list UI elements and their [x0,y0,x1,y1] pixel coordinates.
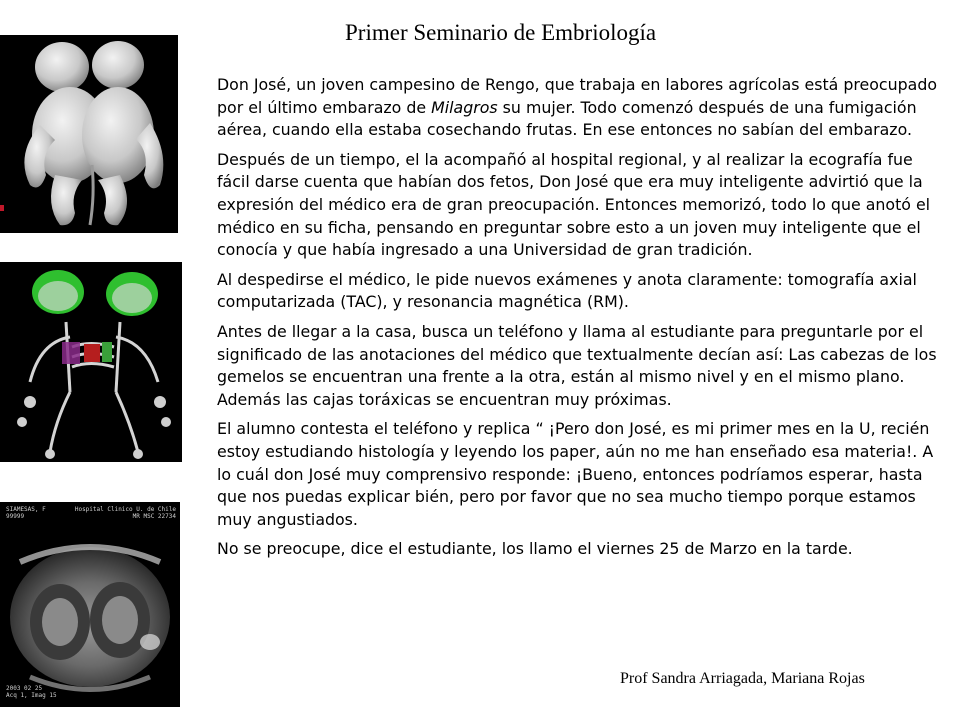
twins-3d-surface-image [0,35,178,233]
paragraph-1: Don José, un joven campesino de Rengo, que trabaja en labores agrícolas está preocupado por el último embarazo de Milagros su mujer. Todo comenzó después de una fumigación aérea, cuando ella estaba cosechando frutas. En ese entonces no sabían del embarazo. [217,75,938,140]
paragraph-3: Al despedirse el médico, le pide nuevos exámenes y anota claramente: tomografía axial computarizada (TAC), y resonancia magnética (RM). [217,269,917,312]
authors-footer: Prof Sandra Arriagada, Mariana Rojas [620,670,865,687]
case-text [217,74,945,568]
mri-patient-label: SIAMESAS, F 99999 [6,506,46,520]
twins-mri-image [0,502,180,707]
italic-name: Milagros [431,97,498,117]
twins-3d-skeleton-image [0,262,182,462]
page-title: Primer Seminario de Embriología [345,20,657,45]
paragraph-5: El alumno contesta el teléfono y replica “ ¡Pero don José, es mi primer mes en la U, recién estoy estudiando histología y leyendo los paper, aún no me han enseñado esa materia!. A lo cuál don José muy comprensivo responde: ¡Bueno, entonces podríamos esperar, hasta que nos puedas explicar bién, pero por favor que no sea mucho tiempo porque estamos muy angustiados. [217,419,934,529]
paragraph-6: No se preocupe, dice el estudiante, los llamo el viernes 25 de Marzo en la tarde. [217,539,853,559]
paragraph-4: Antes de llegar a la casa, busca un teléfono y llama al estudiante para preguntarle por el significado de las anotaciones del médico que textualmente decían así: Las cabezas de los gemelos se encuentran una frente a la otra, están al mismo nivel y en el mismo plano. Además las cajas toráxicas se encuentran muy próximas. [217,321,937,409]
mri-date-label: 2003 02 25 Acq 1, Imag 15 [6,685,57,699]
paragraph-2: Después de un tiempo, el la acompañó al hospital regional, y al realizar la ecografía fue fácil darse cuenta que habían dos fetos, Don José que era muy inteligente advirtió que la expresión del médico era de gran preocupación. Entonces memorizó, todo lo que anotó el médico en su ficha, pensando en preguntar sobre esto a un joven muy inteligente que el conocía y que había ingresado a una Universidad de gran tradición. [217,149,931,260]
mri-hospital-label: Hospital Clinico U. de Chile MR MSC 22734 [74,506,176,520]
